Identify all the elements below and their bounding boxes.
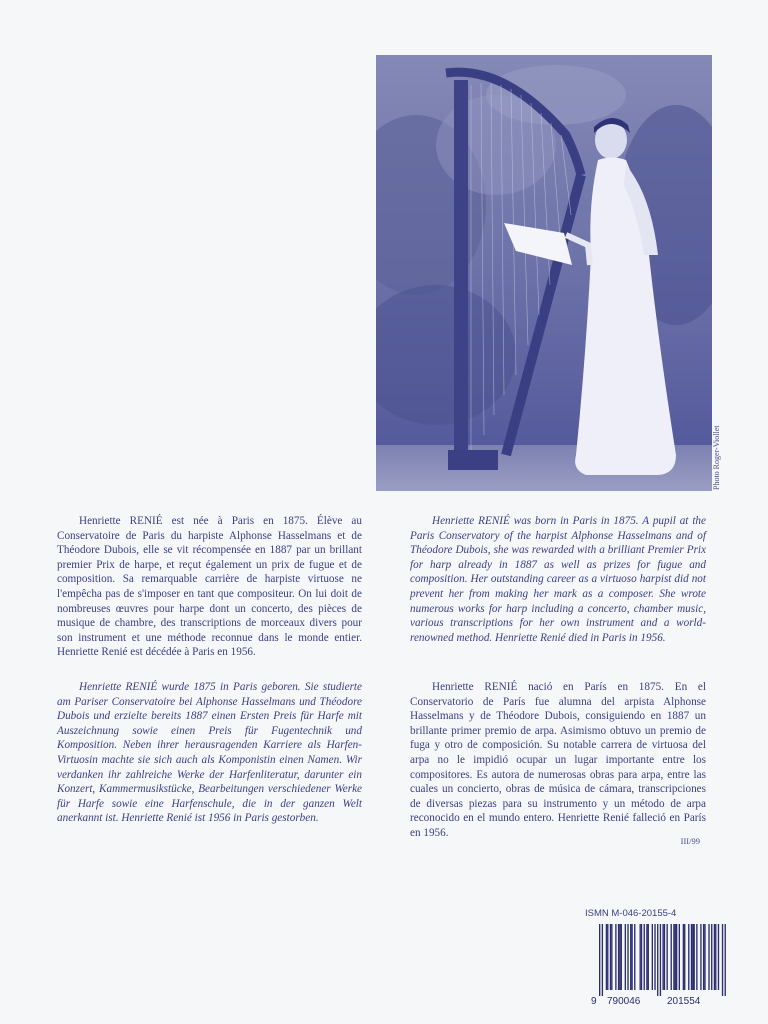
barcode-bar (644, 924, 645, 990)
barcode-bar (676, 924, 677, 990)
barcode-bar (631, 924, 632, 990)
barcode-bar (630, 924, 631, 990)
ismn-number: ISMN M-046-20155-4 (585, 908, 677, 919)
barcode-bar (671, 924, 672, 990)
barcode-bar (708, 924, 709, 990)
barcode-bar (660, 924, 661, 996)
spanish-paragraph: Henriette RENIÉ nació en París en 1875. En el Conservatorio de París fue alumna del arpista Alphonse Hasselmans y de Théodore Dubois, consiguiendo en 1887 un brillante primer premio de arpa. Asimismo obtuvo un premio de fuga y otro de composición. Su notable carrera de virtuosa del arpa no le impidió ocupar un lugar importante entre los compositores. Es autora de numerosas obras para arpa, entre las cuales un concierto, obras de música de cámara, transcripciones de diversas piezas para su instrumento y un método de arpa reconocido en el mundo entero. Henriette Renié falleció en París en 1956. (410, 681, 706, 839)
barcode-bar (662, 924, 663, 990)
barcode-bar (602, 924, 603, 996)
barcode-bar (694, 924, 695, 990)
barcode-bar (621, 924, 622, 990)
german-paragraph: Henriette RENIÉ wurde 1875 in Paris geboren. Sie studierte am Pariser Conservatoire bei Alphonse Hasselmans und Théodore Dubois und erzielte bereits 1887 einen Ersten Preis für Harfe mit Auszeichnung sowie einen Preis für Fugentechnik und Komposition. Neben ihrer herausragenden Karriere als Harfen-Virtuosin machte sie sich auch als Komponistin einen Namen. Wir verdanken ihr zahlreiche Werke der Harfenliteratur, darunter ein Konzert, Kammermusikstücke, Bearbeitungen verschiedener Werke für Harfe sowie eine Harfenschule, die in der ganzen Welt anerkannt ist. Henriette Renié ist 1956 in Paris gestorben. (57, 681, 362, 825)
french-paragraph: Henriette RENIÉ est née à Paris en 1875. Élève au Conservatoire de Paris du harpiste Alphonse Hasselmans et de Théodore Dubois, elle se vit récompensée en 1887 par un brillant premier Prix de harpe, et reçut également un prix de fugue et de composition. Sa remarquable carrière de harpiste virtuose ne l'empêcha pas de s'imposer en tant que compositeur. On lui doit de nombreuses œuvres pour harpe dont un concerto, des pièces de musique de chambre, des transcriptions de morceaux divers pour son instrument et une méthode reconnue dans le monde entier. Henriette Renié est décédée à Paris en 1956. (57, 515, 362, 659)
barcode-bar (619, 924, 620, 990)
english-biography (410, 514, 706, 645)
barcode-digit-first: 9 (591, 996, 597, 1007)
harpist-photo (376, 55, 712, 491)
barcode-bar (627, 924, 628, 990)
barcode-bar (725, 924, 726, 996)
barcode-bar (615, 924, 616, 990)
barcode-icon (585, 924, 733, 996)
barcode-bar (610, 924, 611, 990)
barcode-bar (664, 924, 665, 990)
barcode-bar (652, 924, 653, 990)
barcode-bar (700, 924, 701, 990)
barcode-bar (692, 924, 693, 990)
barcode-bar (641, 924, 642, 990)
barcode-bar (599, 924, 600, 996)
barcode-bar (711, 924, 712, 990)
barcode-bar (679, 924, 680, 990)
barcode-bar (688, 924, 689, 990)
english-paragraph: Henriette RENIÉ was born in Paris in 1875. A pupil at the Paris Conservatory of the harpist Alphonse Hasselmans and of Théodore Dubois, she was rewarded with a brilliant Premier Prix for harp already in 1887 as well as prizes for fugue and composition. Her outstanding career as a virtuoso harpist did not prevent her from making her mark as a composer. She wrote numerous works for harp including a concerto, chamber music, various transcriptions for her own instrument and a world-renowned method. Henriette Renié died in Paris in 1956. (410, 515, 706, 644)
barcode-bar (625, 924, 626, 990)
barcode-bar (703, 924, 704, 990)
barcode-bar (607, 924, 608, 990)
barcode-bar (691, 924, 692, 990)
barcode-bar (634, 924, 635, 990)
barcode-bar (714, 924, 715, 990)
barcode-bar (618, 924, 619, 990)
barcode-digits-right: 201554 (667, 996, 701, 1007)
barcode-bar (667, 924, 668, 990)
barcode-bar (722, 924, 723, 996)
german-biography (57, 680, 362, 826)
photo-illustration-icon (376, 55, 712, 491)
photo-credit: Photo Roger-Viollet (712, 425, 721, 490)
barcode-bar (704, 924, 705, 990)
reference-code: III/99 (680, 836, 700, 846)
barcode-bar (640, 924, 641, 990)
barcode-bar (648, 924, 649, 990)
barcode-bar (696, 924, 697, 990)
barcode-bar (683, 924, 684, 990)
barcode-bar (657, 924, 658, 996)
barcode-bar (606, 924, 607, 990)
barcode-bar (611, 924, 612, 990)
barcode-bar (718, 924, 719, 990)
spanish-biography (410, 680, 706, 841)
barcode-bar (646, 924, 647, 990)
barcode-bar (673, 924, 674, 990)
barcode-digits-left: 790046 (607, 996, 641, 1007)
barcode-digits (585, 996, 733, 1010)
barcode-bar (715, 924, 716, 990)
barcode-bar (654, 924, 655, 990)
french-biography (57, 514, 362, 660)
barcode-bar (675, 924, 676, 990)
barcode-bar (684, 924, 685, 990)
